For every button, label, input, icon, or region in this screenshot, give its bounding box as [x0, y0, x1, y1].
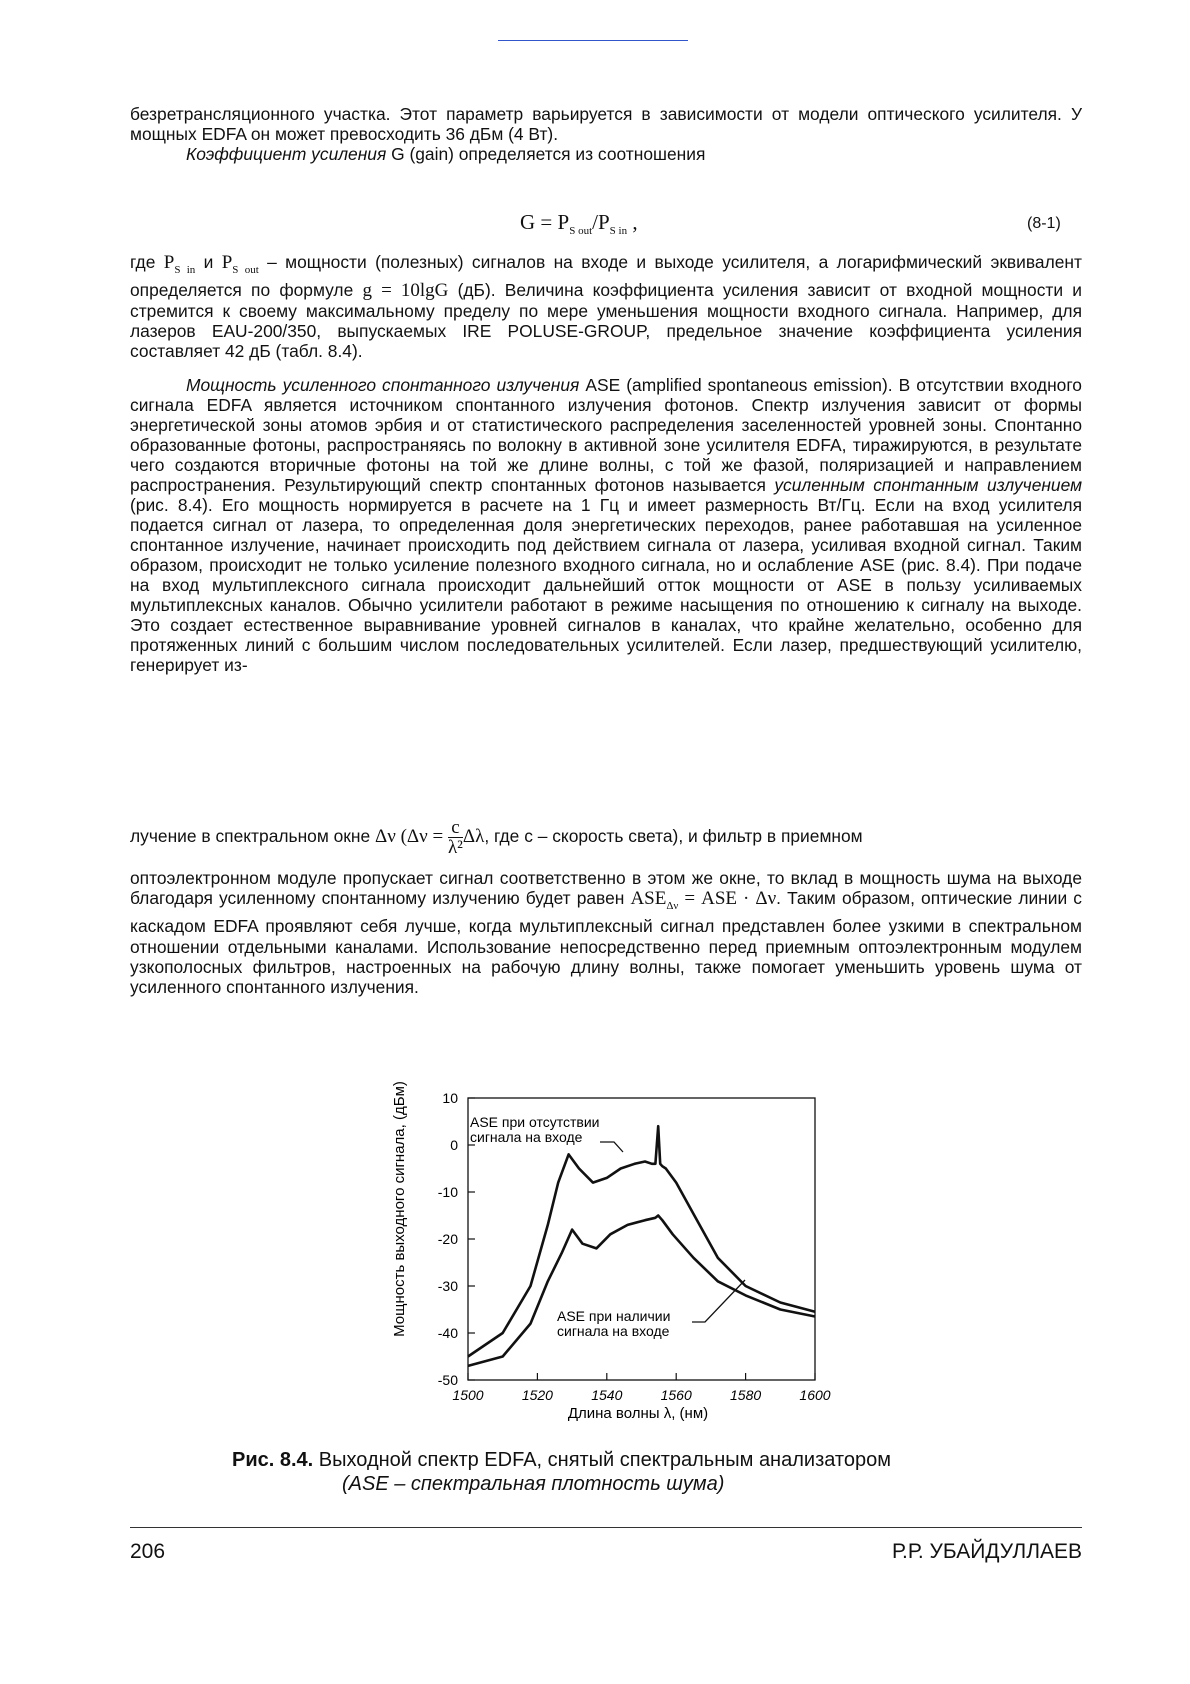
text-span: P	[163, 252, 175, 273]
text-span: и	[195, 252, 222, 272]
annotation-arrow-with-signal	[692, 1280, 745, 1322]
term-ase: Мощность усиленного спонтанного излучения	[186, 374, 580, 395]
term-gain: Коэффициент усиления	[186, 143, 387, 164]
x-tick-label: 1500	[452, 1387, 484, 1403]
text-span: – мощности (полезных) сигналов на входе и выходе усилителя, а логарифмический эквивалент определяется по формуле	[130, 252, 1082, 300]
text-span: (дБ). Величина коэффициента усиления зависит от входной мощности и стремится к своему максимальному пределу по мере уменьшения мощности входного сигнала. Например, для лазеров EAU-200/350, выпускаемых IRE POLUSE-GROUP, предельное значение коэффициента усиления составляет 42 дБ (табл. 8.4).	[130, 279, 1082, 361]
equation-number: (8-1)	[1027, 215, 1061, 232]
x-tick-label: 1580	[730, 1387, 762, 1403]
text-span: = ASE · Δν	[678, 888, 777, 910]
y-tick-label: 10	[442, 1090, 458, 1106]
formula-g: g = 10lgG	[362, 279, 449, 301]
caption-text: Выходной спектр EDFA, снятый спектральным анализатором	[313, 1449, 891, 1471]
annotation-no-signal: ASE при отсутствии	[470, 1114, 600, 1130]
text-span: S in	[174, 263, 196, 276]
text-span: Δν	[666, 900, 679, 913]
eq-sub: S out	[569, 225, 593, 238]
eq-part: G = P	[520, 210, 570, 234]
paragraph-0: безретрансляционного участка. Этот параметр варьируется в зависимости от модели оптического усилителя. У мощных EDFA он может превосходить 36 дБм (4 Вт).	[130, 104, 1082, 144]
y-tick-label: -30	[437, 1278, 458, 1294]
annotation-arrow-no-signal	[600, 1142, 623, 1152]
eq-sub: S in	[609, 225, 628, 238]
eq-part: /P	[592, 210, 610, 234]
caption-line-1	[232, 1448, 992, 1472]
gain-intro-text: G (gain) определяется из соотношения	[386, 143, 706, 164]
text-span: P	[221, 252, 233, 273]
y-axis-label: Мощность выходного сигнала, (дБм)	[391, 1081, 408, 1337]
footer-rule	[130, 1527, 1082, 1528]
figure-label: Рис. 8.4.	[232, 1449, 314, 1471]
formula-delta-nu: Δν (Δν =	[375, 826, 448, 848]
y-tick-label: -40	[437, 1325, 458, 1341]
x-axis-label: Длина волны λ, (нм)	[567, 1405, 709, 1422]
text-span: ASE	[630, 888, 667, 910]
fraction-numerator: c	[448, 818, 463, 838]
x-tick-label: 1600	[799, 1387, 831, 1403]
text-span: . Таким образом, оптические линии с каскадом EDFA проявляют себя лучше, когда мультиплексный сигнал представлен более узкими в спектральном отношении отдельными каналами. Использование непосредственно перед приемным оптоэлектронным модулем узкополосных фильтров, настроенных на рабочую длину волны, также помогает уменьшить уровень шума от усиленного спонтанного излучения.	[130, 888, 1082, 998]
text-span: , где c – скорость света), и фильтр в приемном	[484, 826, 863, 847]
text-span: ASE (amplified spontaneous emission). В отсутствии входного сигнала EDFA является источником спонтанного излучения фотонов. Спектр излучения зависит от формы энергетической зоны атомов эрбия и от статистического распределения заселенностей уровней зоны. Спонтанно образованные фотоны, распространяясь по волокну в активной зоне усилителя EDFA, тиражируются, в результате чего создаются вторичные фотоны на той же длине волны, с той же фазой, поляризацией и направлением распространения. Результирующий спектр спонтанных фотонов называется	[130, 374, 1082, 495]
y-tick-label: -10	[437, 1184, 458, 1200]
text-span: оптоэлектронном модуле пропускает сигнал соответственно в этом же окне, то вклад в мощность шума на выходе благодаря усиленному спонтанному излучению будет равен	[130, 868, 1082, 909]
term-ase-name: усиленным спонтанным излучением	[774, 474, 1083, 495]
fraction-denominator: λ²	[447, 837, 463, 858]
y-tick-label: -50	[437, 1372, 458, 1388]
author-name: Р.Р. УБАЙДУЛЛАЕВ	[891, 1540, 1082, 1563]
text-span: S out	[232, 263, 259, 276]
annotation-no-signal-2: сигнала на входе	[470, 1129, 583, 1145]
eq-part: ,	[627, 210, 638, 234]
x-tick-label: 1520	[521, 1387, 553, 1403]
caption-line-2: (ASE – спектральная плотность шума)	[342, 1473, 725, 1495]
text-span: где	[130, 252, 164, 272]
x-tick-label: 1560	[660, 1387, 692, 1403]
text-span: лучение в спектральном окне	[130, 826, 376, 847]
annotation-with-signal-2: сигнала на входе	[557, 1323, 670, 1339]
page-number: 206	[130, 1540, 166, 1563]
y-tick-label: -20	[437, 1231, 458, 1247]
x-tick-label: 1540	[591, 1387, 623, 1403]
figure-caption	[232, 1448, 992, 1496]
y-tick-label: 0	[450, 1137, 458, 1153]
annotation-with-signal: ASE при наличии	[557, 1308, 671, 1324]
formula-delta-lambda: Δλ	[462, 826, 485, 848]
series-line-2	[468, 1216, 815, 1366]
text-span: (рис. 8.4). Его мощность нормируется в расчете на 1 Гц и имеет размерность Вт/Гц. Если на вход усилителя подается сигнал от лазера, то определенная доля энергетических переходов, ранее работавшая на усиленное спонтанное излучение, начинает происходить под действием сигнала от лазера, усиливая входной сигнал. Таким образом, происходит не только усиление полезного входного сигнала, но и ослабление ASE (рис. 8.4). При подаче на вход мультиплексного сигнала происходит дальнейший отток мощности от ASE в пользу усиливаемых мультиплексных каналов. Обычно усилители работают в режиме насыщения по отношению к сигналу на выходе. Это создает естественное выравнивание уровней сигналов в каналах, что крайне желательно, особенно для протяженных линий с большим числом последовательных усилителей. Если лазер, предшествующий усилителю, генерирует из-	[130, 494, 1082, 675]
